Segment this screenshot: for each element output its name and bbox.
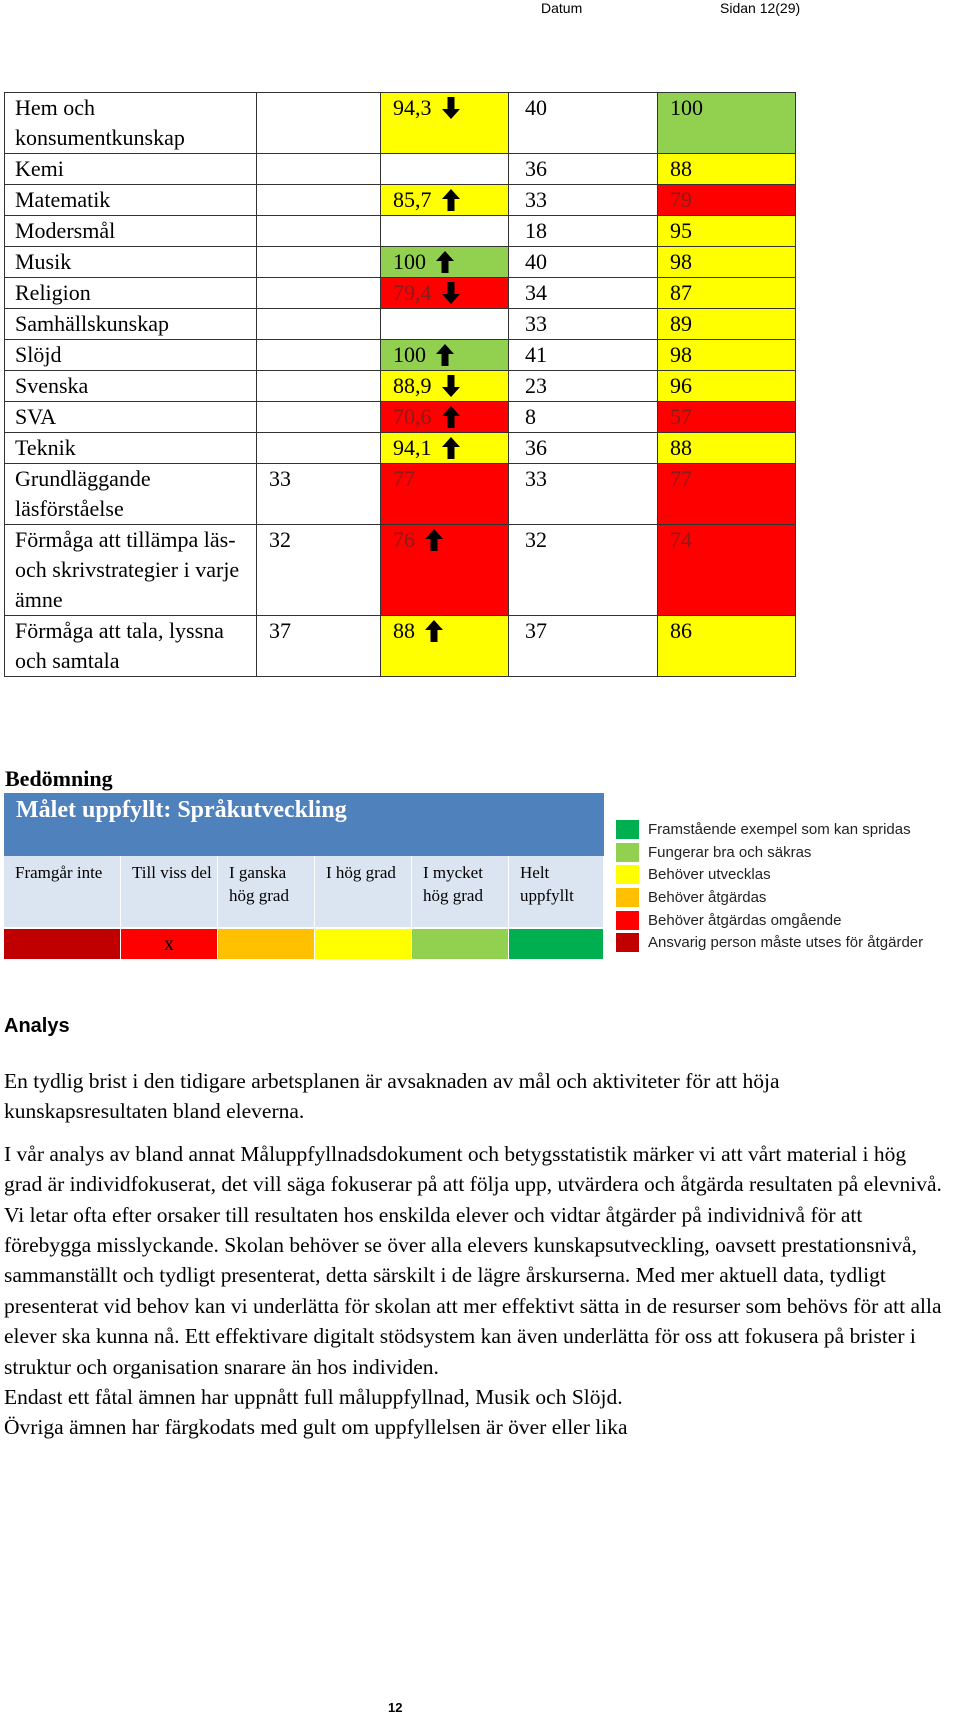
value-text: 77 bbox=[393, 466, 415, 491]
value-cell-1 bbox=[257, 371, 381, 402]
value-cell-4: 100 bbox=[658, 93, 796, 154]
table-row bbox=[5, 371, 796, 402]
assessment-level-label: Till viss del bbox=[121, 856, 218, 927]
value-cell-3: 34 bbox=[509, 278, 658, 309]
arrow-up-icon bbox=[440, 435, 462, 461]
value-cell-3: 36 bbox=[509, 433, 658, 464]
value-text: 85,7 bbox=[393, 187, 432, 212]
legend-swatch bbox=[616, 888, 639, 907]
arrow-down-icon bbox=[440, 280, 462, 306]
results-table bbox=[4, 92, 796, 677]
table-row bbox=[5, 247, 796, 278]
assessment-level-label: Framgår inte bbox=[4, 856, 121, 927]
value-cell-2 bbox=[381, 309, 509, 340]
legend-swatch bbox=[616, 865, 639, 884]
value-cell-4: 77 bbox=[658, 464, 796, 525]
value-cell-4: 57 bbox=[658, 402, 796, 433]
color-legend bbox=[616, 818, 923, 954]
value-cell-3: 23 bbox=[509, 371, 658, 402]
legend-swatch bbox=[616, 843, 639, 862]
assessment-level-label: I mycket hög grad bbox=[412, 856, 509, 927]
arrow-up-icon bbox=[440, 404, 462, 430]
legend-item bbox=[616, 841, 923, 864]
analysis-paragraph-3: Endast ett fåtal ämnen har uppnått full måluppfyllnad, Musik och Slöjd. bbox=[4, 1385, 623, 1410]
table-row bbox=[5, 278, 796, 309]
footer-page-number: 12 bbox=[388, 1700, 403, 1715]
subject-cell: Förmåga att tala, lyssna och samtala bbox=[5, 616, 257, 677]
value-cell-2 bbox=[381, 216, 509, 247]
value-cell-4: 86 bbox=[658, 616, 796, 677]
value-cell-1 bbox=[257, 247, 381, 278]
value-text: 79,4 bbox=[393, 280, 432, 305]
value-cell-1 bbox=[257, 309, 381, 340]
value-cell-4: 89 bbox=[658, 309, 796, 340]
header-page-number: Sidan 12(29) bbox=[720, 0, 801, 16]
value-cell-3: 37 bbox=[509, 616, 658, 677]
value-cell-1 bbox=[257, 154, 381, 185]
value-cell-1 bbox=[257, 93, 381, 154]
assessment-title-bar: Målet uppfyllt: Språkutveckling bbox=[4, 793, 604, 856]
value-cell-4: 87 bbox=[658, 278, 796, 309]
value-cell-3: 32 bbox=[509, 525, 658, 616]
subject-cell: Svenska bbox=[5, 371, 257, 402]
value-cell-2 bbox=[381, 247, 509, 278]
table-row bbox=[5, 616, 796, 677]
value-cell-1 bbox=[257, 340, 381, 371]
value-text: 94,3 bbox=[393, 95, 432, 120]
value-cell-4: 88 bbox=[658, 154, 796, 185]
legend-item bbox=[616, 886, 923, 909]
value-cell-1 bbox=[257, 278, 381, 309]
analysis-paragraph-2: I vår analys av bland annat Måluppfyllnadsdokument och betygsstatistik märker vi att vårt material i hög grad är individfokuserat, det vill säga fokuserar på att följa upp, utvärdera och åtgärda resultaten på elevnivå. Vi letar ofta efter orsaker till resultaten hos enskilda elever och vidtar åtgärder på individnivå för att förebygga misslyckande. Skolan behöver se över alla elevers kunskapsutveckling, oavsett prestationsnivå, sammanställt och tydligt presenterat, detta särskilt i de lägre årskurserna. Med mer aktuell data, tydligt presenterat vid behov kan vi underlätta för skolan att mer effektivt sätta in de resurser som behövs för att alla elever ska kunna nå. Ett effektivare digitalt stödsystem kan även underlätta för oss att fokusera på brister i struktur och organisation snarare än hos individen. bbox=[4, 1141, 942, 1379]
value-cell-1 bbox=[257, 216, 381, 247]
value-cell-3: 40 bbox=[509, 247, 658, 278]
value-text: 70,6 bbox=[393, 404, 432, 429]
table-row bbox=[5, 340, 796, 371]
assessment-level-colors bbox=[4, 927, 604, 959]
value-cell-3: 18 bbox=[509, 216, 658, 247]
table-row bbox=[5, 525, 796, 616]
subject-cell: Teknik bbox=[5, 433, 257, 464]
subject-cell: Religion bbox=[5, 278, 257, 309]
table-row bbox=[5, 216, 796, 247]
legend-item bbox=[616, 818, 923, 841]
assessment-level-swatch bbox=[315, 929, 412, 959]
assessment-heading: Bedömning bbox=[5, 766, 113, 791]
legend-label: Ansvarig person måste utses för åtgärder bbox=[648, 934, 924, 952]
value-cell-1: 32 bbox=[257, 525, 381, 616]
table-row bbox=[5, 464, 796, 525]
arrow-up-icon bbox=[423, 618, 445, 644]
table-row bbox=[5, 402, 796, 433]
value-text: 76 bbox=[393, 527, 415, 552]
arrow-down-icon bbox=[440, 95, 462, 121]
assessment-level-label: Helt uppfyllt bbox=[509, 856, 604, 927]
value-cell-4: 88 bbox=[658, 433, 796, 464]
value-cell-4: 96 bbox=[658, 371, 796, 402]
arrow-up-icon bbox=[440, 187, 462, 213]
subject-cell: Kemi bbox=[5, 154, 257, 185]
value-cell-1 bbox=[257, 402, 381, 433]
value-cell-2 bbox=[381, 433, 509, 464]
legend-label: Fungerar bra och säkras bbox=[648, 843, 812, 861]
value-cell-3: 41 bbox=[509, 340, 658, 371]
value-text: 94,1 bbox=[393, 435, 432, 460]
value-cell-4: 74 bbox=[658, 525, 796, 616]
value-text: 88 bbox=[393, 618, 415, 643]
assessment-box bbox=[4, 793, 604, 959]
table-row bbox=[5, 309, 796, 340]
value-cell-2 bbox=[381, 464, 509, 525]
value-cell-2 bbox=[381, 402, 509, 433]
assessment-level-label: I hög grad bbox=[315, 856, 412, 927]
subject-cell: Grundläggande läsförståelse bbox=[5, 464, 257, 525]
value-cell-4: 79 bbox=[658, 185, 796, 216]
assessment-level-swatch bbox=[4, 929, 121, 959]
value-cell-2 bbox=[381, 93, 509, 154]
value-cell-2 bbox=[381, 340, 509, 371]
value-cell-2 bbox=[381, 525, 509, 616]
arrow-up-icon bbox=[423, 527, 445, 553]
value-cell-2 bbox=[381, 278, 509, 309]
value-cell-3: 33 bbox=[509, 309, 658, 340]
subject-cell: Slöjd bbox=[5, 340, 257, 371]
table-row bbox=[5, 433, 796, 464]
value-cell-4: 95 bbox=[658, 216, 796, 247]
value-text: 100 bbox=[393, 249, 426, 274]
assessment-level-swatch bbox=[218, 929, 315, 959]
value-cell-3: 40 bbox=[509, 93, 658, 154]
table-row bbox=[5, 93, 796, 154]
value-cell-3: 8 bbox=[509, 402, 658, 433]
subject-cell: Förmåga att tillämpa läs- och skrivstrategier i varje ämne bbox=[5, 525, 257, 616]
legend-label: Behöver åtgärdas bbox=[648, 888, 767, 906]
page-header bbox=[0, 0, 960, 20]
legend-item bbox=[616, 931, 923, 954]
table-row bbox=[5, 185, 796, 216]
subject-cell: SVA bbox=[5, 402, 257, 433]
arrow-up-icon bbox=[434, 342, 456, 368]
legend-item bbox=[616, 909, 923, 932]
legend-label: Framstående exempel som kan spridas bbox=[648, 820, 911, 838]
value-cell-1 bbox=[257, 185, 381, 216]
value-cell-2 bbox=[381, 154, 509, 185]
analysis-paragraph-4: Övriga ämnen har färgkodats med gult om uppfyllelsen är över eller lika bbox=[4, 1415, 628, 1440]
value-text: 88,9 bbox=[393, 373, 432, 398]
assessment-level-swatch bbox=[509, 929, 604, 959]
value-cell-1: 37 bbox=[257, 616, 381, 677]
assessment-level-label: I ganska hög grad bbox=[218, 856, 315, 927]
table-row bbox=[5, 154, 796, 185]
value-cell-3: 33 bbox=[509, 185, 658, 216]
value-text: 100 bbox=[393, 342, 426, 367]
assessment-levels bbox=[4, 856, 604, 927]
arrow-down-icon bbox=[440, 373, 462, 399]
value-cell-1 bbox=[257, 433, 381, 464]
subject-cell: Hem och konsumentkunskap bbox=[5, 93, 257, 154]
legend-swatch bbox=[616, 911, 639, 930]
subject-cell: Modersmål bbox=[5, 216, 257, 247]
value-cell-2 bbox=[381, 616, 509, 677]
value-cell-2 bbox=[381, 371, 509, 402]
legend-label: Behöver åtgärdas omgående bbox=[648, 911, 842, 929]
value-cell-3: 33 bbox=[509, 464, 658, 525]
legend-item bbox=[616, 863, 923, 886]
value-cell-4: 98 bbox=[658, 247, 796, 278]
analysis-paragraph-1: En tydlig brist i den tidigare arbetsplanen är avsaknaden av mål och aktiviteter för att höja kunskapsresultaten bland eleverna. bbox=[4, 1069, 780, 1124]
arrow-up-icon bbox=[434, 249, 456, 275]
value-cell-3: 36 bbox=[509, 154, 658, 185]
value-cell-2 bbox=[381, 185, 509, 216]
subject-cell: Matematik bbox=[5, 185, 257, 216]
value-cell-4: 98 bbox=[658, 340, 796, 371]
assessment-level-swatch: x bbox=[121, 929, 218, 959]
legend-swatch bbox=[616, 820, 639, 839]
analysis-text bbox=[4, 1066, 944, 1443]
subject-cell: Samhällskunskap bbox=[5, 309, 257, 340]
value-cell-1: 33 bbox=[257, 464, 381, 525]
subject-cell: Musik bbox=[5, 247, 257, 278]
legend-label: Behöver utvecklas bbox=[648, 866, 771, 884]
analysis-heading: Analys bbox=[4, 1015, 70, 1037]
header-date: Datum bbox=[541, 0, 583, 16]
legend-swatch bbox=[616, 933, 639, 952]
assessment-level-swatch bbox=[412, 929, 509, 959]
